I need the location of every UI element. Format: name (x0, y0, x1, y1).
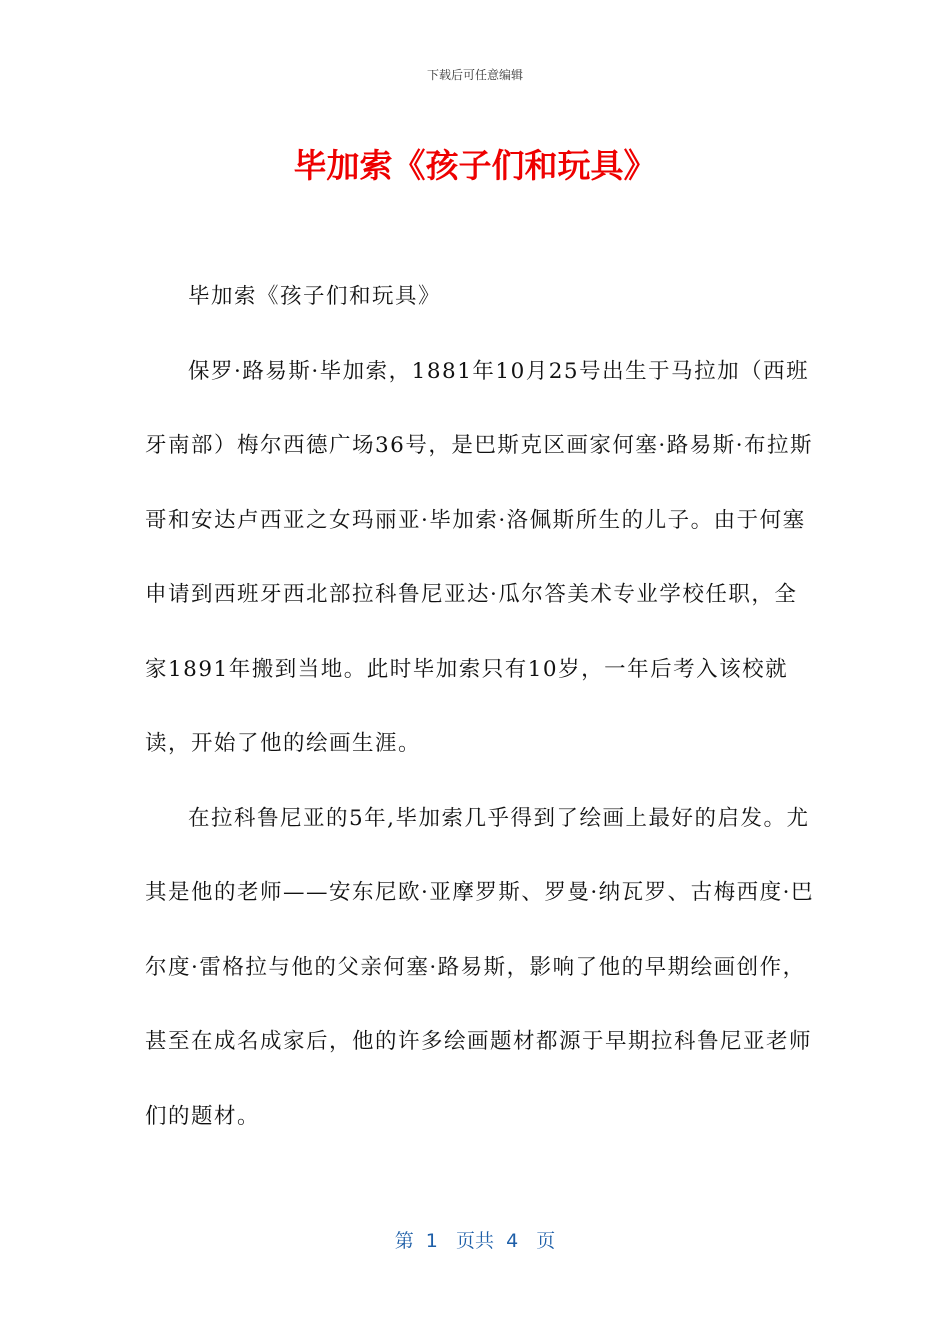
document-body (145, 260, 815, 1154)
header-note: 下载后可任意编辑 (426, 68, 523, 82)
page-number-footer: 第 1 页共 4 页 (394, 1230, 556, 1252)
document-title: 毕加索《孩子们和玩具》 (293, 146, 657, 185)
paragraph-subtitle: 毕加索《孩子们和玩具》 (188, 284, 442, 309)
paragraph-influences: 在拉科鲁尼亚的5年,毕加索几乎得到了绘画上最好的启发。尤其是他的老师——安东尼欧·亚摩罗斯、罗曼·纳瓦罗、古梅西度·巴尔度·雷格拉与他的父亲何塞·路易斯，影响了他的早期绘画创作，甚至在成名成家后，他的许多绘画题材都源于早期拉科鲁尼亚老师们的题材。 (145, 805, 815, 1129)
paragraph-biography: 保罗·路易斯·毕加索，1881年10月25号出生于马拉加（西班牙南部）梅尔西德广场36号，是巴斯克区画家何塞·路易斯·布拉斯哥和安达卢西亚之女玛丽亚·毕加索·洛佩斯所生的儿子。由于何塞申请到西班牙西北部拉科鲁尼亚达·瓜尔答美术专业学校任职，全家1891年搬到当地。此时毕加索只有10岁，一年后考入该校就读，开始了他的绘画生涯。 (145, 358, 814, 756)
